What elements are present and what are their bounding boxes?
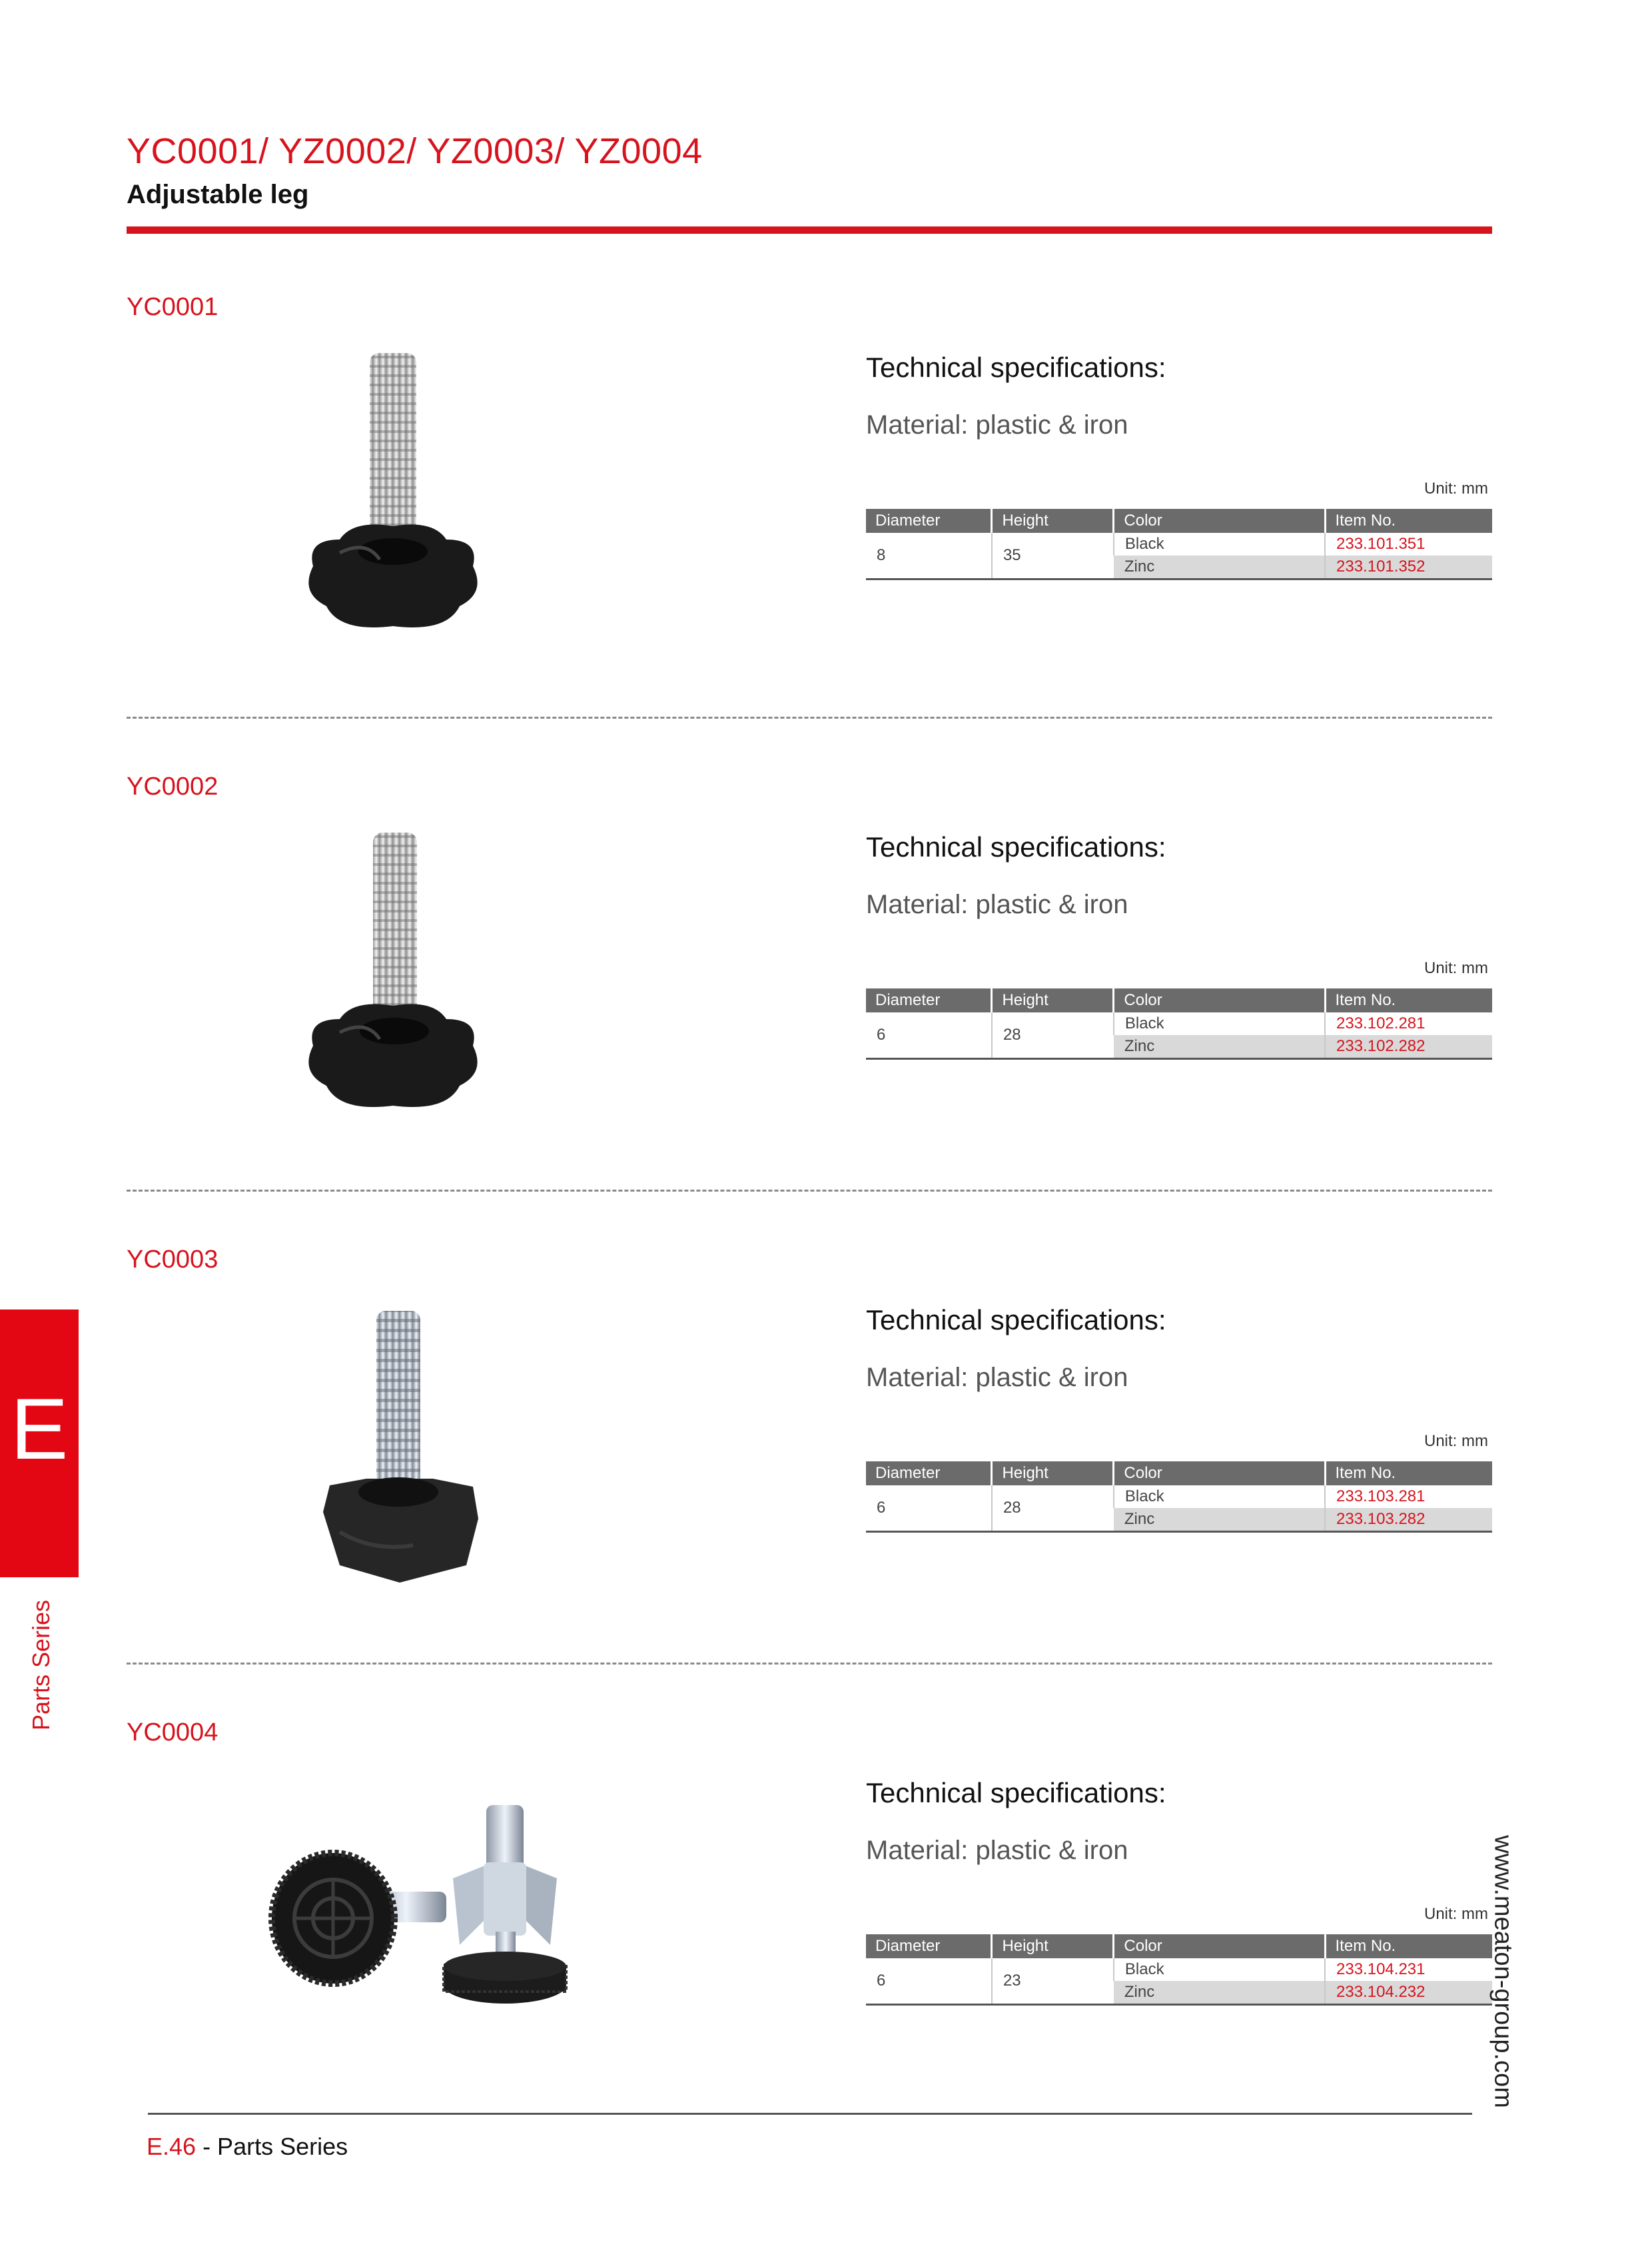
item-number-cell: 233.101.352 [1325, 556, 1492, 579]
spec-table [866, 509, 1492, 580]
spec-title: Technical specifications: [866, 352, 1166, 383]
footer [147, 2133, 348, 2161]
column-header: Color [1114, 988, 1325, 1012]
table-row [866, 1012, 1492, 1035]
section-code: YC0004 [127, 1718, 218, 1746]
color-cell: Black [1114, 1485, 1325, 1508]
table-row [866, 1485, 1492, 1508]
column-header: Color [1114, 1934, 1325, 1958]
item-number-cell: 233.102.281 [1325, 1012, 1492, 1035]
section-letter: E [10, 1380, 69, 1477]
column-header: Diameter [866, 1934, 992, 1958]
table-row [866, 533, 1492, 556]
item-number-cell: 233.104.232 [1325, 1981, 1492, 2005]
section-divider [127, 1663, 1492, 1665]
unit-label: Unit: mm [1424, 959, 1488, 977]
item-number-cell: 233.104.231 [1325, 1958, 1492, 1981]
color-cell: Black [1114, 533, 1325, 556]
item-number-cell: 233.101.351 [1325, 533, 1492, 556]
footer-text: - Parts Series [196, 2133, 348, 2160]
diameter-cell: 8 [877, 546, 886, 564]
page-number: E.46 [147, 2133, 197, 2160]
unit-label: Unit: mm [1424, 1432, 1488, 1450]
color-cell: Zinc [1114, 1035, 1325, 1059]
column-header: Diameter [866, 988, 992, 1012]
column-header: Height [992, 1461, 1114, 1485]
column-header: Diameter [866, 1461, 992, 1485]
spec-title: Technical specifications: [866, 1777, 1166, 1808]
diameter-cell: 6 [877, 1026, 886, 1044]
section-code: YC0003 [127, 1246, 218, 1274]
color-cell: Zinc [1114, 556, 1325, 579]
table-header-row [866, 1461, 1492, 1485]
item-number-cell: 233.102.282 [1325, 1035, 1492, 1059]
material-text: Material: plastic & iron [866, 1363, 1128, 1392]
column-header: Item No. [1325, 1461, 1492, 1485]
column-header: Height [992, 509, 1114, 533]
page-title: YC0001/ YZ0002/ YZ0003/ YZ0004 [127, 131, 703, 171]
table-header-row [866, 509, 1492, 533]
spec-title: Technical specifications: [866, 831, 1166, 863]
column-header: Item No. [1325, 1934, 1492, 1958]
color-cell: Black [1114, 1012, 1325, 1035]
item-number-cell: 233.103.281 [1325, 1485, 1492, 1508]
section-divider [127, 1190, 1492, 1192]
color-cell: Zinc [1114, 1508, 1325, 1532]
table-header-row [866, 988, 1492, 1012]
column-header: Item No. [1325, 509, 1492, 533]
header-rule [127, 226, 1492, 234]
column-header: Color [1114, 509, 1325, 533]
spec-table [866, 1461, 1492, 1533]
adjustable-leg-photo [266, 340, 533, 659]
material-text: Material: plastic & iron [866, 890, 1128, 919]
material-text: Material: plastic & iron [866, 1836, 1128, 1865]
page-subtitle: Adjustable leg [127, 180, 309, 209]
footer-rule [148, 2113, 1472, 2115]
adjustable-leg-photo [266, 1292, 533, 1612]
column-header: Color [1114, 1461, 1325, 1485]
height-cell: 28 [992, 1485, 1114, 1532]
section-label: Parts Series [27, 1599, 55, 1731]
adjustable-leg-photo [266, 819, 533, 1139]
section-divider [127, 717, 1492, 719]
spec-table [866, 988, 1492, 1060]
table-row [866, 1958, 1492, 1981]
product-section-yc0003 [0, 1246, 1652, 1712]
unit-label: Unit: mm [1424, 480, 1488, 498]
adjustable-leg-photo [266, 1798, 600, 2065]
product-section-yc0004 [0, 1718, 1652, 2185]
product-section-yc0002 [0, 773, 1652, 1239]
website-url: www.meaton-group.com [1489, 1835, 1517, 2108]
color-cell: Black [1114, 1958, 1325, 1981]
height-cell: 23 [992, 1958, 1114, 2005]
color-cell: Zinc [1114, 1981, 1325, 2005]
unit-label: Unit: mm [1424, 1905, 1488, 1923]
item-number-cell: 233.103.282 [1325, 1508, 1492, 1532]
spec-title: Technical specifications: [866, 1304, 1166, 1335]
section-code: YC0002 [127, 773, 218, 801]
column-header: Item No. [1325, 988, 1492, 1012]
spec-table [866, 1934, 1492, 2006]
section-code: YC0001 [127, 293, 218, 321]
diameter-cell: 6 [877, 1972, 886, 1990]
column-header: Diameter [866, 509, 992, 533]
diameter-cell: 6 [877, 1499, 886, 1517]
product-section-yc0001 [0, 293, 1652, 759]
material-text: Material: plastic & iron [866, 410, 1128, 440]
column-header: Height [992, 1934, 1114, 1958]
height-cell: 35 [992, 533, 1114, 579]
height-cell: 28 [992, 1012, 1114, 1059]
column-header: Height [992, 988, 1114, 1012]
table-header-row [866, 1934, 1492, 1958]
